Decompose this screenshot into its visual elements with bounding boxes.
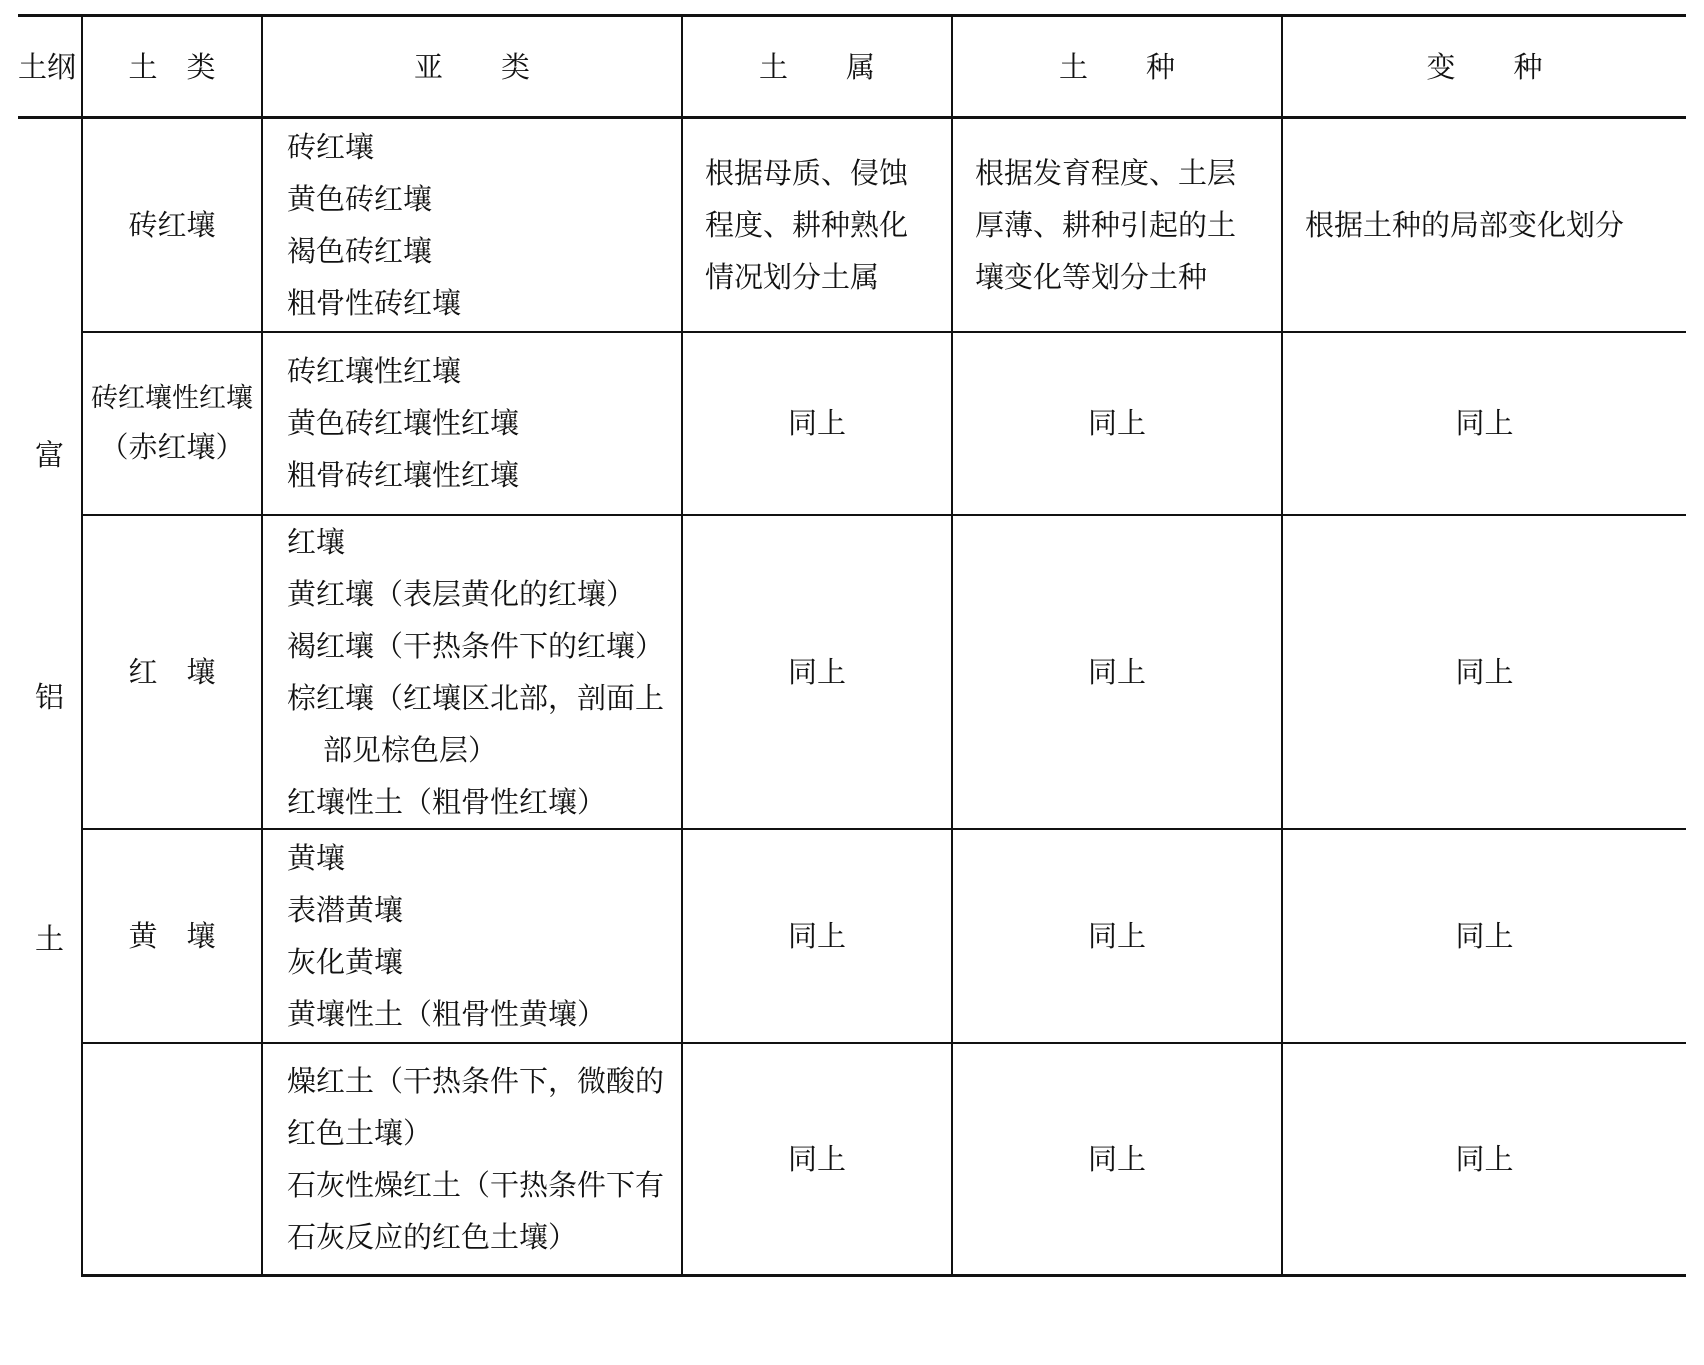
table-row <box>18 118 1686 332</box>
genus-cell: 根据母质、侵蚀程度、耕种熟化情况划分土属 <box>682 118 952 332</box>
species-cell: 同上 <box>952 515 1282 829</box>
soil-order-char: 铝 <box>34 680 64 715</box>
subclass-item: 黄壤 <box>287 840 346 875</box>
soil-class-name: 黄 壤 <box>128 918 216 953</box>
subclass-cell <box>262 1043 682 1276</box>
subclass-item: 黄壤性土（粗骨性黄壤） <box>287 996 607 1031</box>
variety-cell: 同上 <box>1282 1043 1686 1276</box>
genus-cell: 同上 <box>682 829 952 1043</box>
subclass-item: 红壤 <box>287 524 346 559</box>
soil-class-cell <box>82 118 262 332</box>
soil-class-cell <box>82 515 262 829</box>
subclass-cell <box>262 829 682 1043</box>
subclass-item: 砖红壤性红壤 <box>287 354 462 388</box>
header-soil-class: 土 类 <box>82 16 262 118</box>
subclass-item: 石灰性燥红土（干热条件下有 <box>287 1167 665 1202</box>
soil-order-char: 土 <box>34 922 64 957</box>
header-subclass: 亚 类 <box>262 16 682 118</box>
soil-class-cell <box>82 1043 262 1276</box>
soil-order-char: 富 <box>34 438 64 473</box>
subclass-item: 褐红壤（干热条件下的红壤） <box>287 628 665 663</box>
variety-cell: 同上 <box>1282 332 1686 515</box>
variety-cell: 根据土种的局部变化划分 <box>1282 118 1686 332</box>
subclass-cell <box>262 118 682 332</box>
variety-cell: 同上 <box>1282 829 1686 1043</box>
header-genus: 土 属 <box>682 16 952 118</box>
genus-cell: 同上 <box>682 515 952 829</box>
header-soil-order: 土纲 <box>18 16 82 118</box>
species-cell: 同上 <box>952 332 1282 515</box>
subclass-item-continuation: 石灰反应的红色土壤） <box>287 1219 578 1254</box>
subclass-item: 黄色砖红壤性红壤 <box>287 406 520 440</box>
subclass-item: 棕红壤（红壤区北部，剖面上 <box>287 680 665 715</box>
header-row <box>18 16 1686 118</box>
subclass-cell <box>262 515 682 829</box>
subclass-item: 灰化黄壤 <box>287 944 404 979</box>
table-row <box>18 515 1686 829</box>
soil-class-cell <box>82 332 262 515</box>
table-row <box>18 829 1686 1043</box>
subclass-item: 红壤性土（粗骨性红壤） <box>287 784 607 819</box>
subclass-item: 黄红壤（表层黄化的红壤） <box>287 576 636 611</box>
genus-cell: 同上 <box>682 332 952 515</box>
subclass-item: 燥红土（干热条件下，微酸的 <box>287 1063 665 1098</box>
genus-cell: 同上 <box>682 1043 952 1276</box>
soil-order-cell <box>18 118 82 1276</box>
subclass-cell <box>262 332 682 515</box>
header-variety: 变 种 <box>1282 16 1686 118</box>
soil-class-name: 红 壤 <box>128 654 216 689</box>
subclass-item: 表潜黄壤 <box>287 892 404 927</box>
species-cell: 同上 <box>952 1043 1282 1276</box>
subclass-item: 粗骨性砖红壤 <box>287 285 462 320</box>
subclass-item-continuation: 部见棕色层） <box>323 732 498 767</box>
soil-class-alias: （赤红壤） <box>99 430 245 464</box>
subclass-item: 黄色砖红壤 <box>287 181 433 216</box>
species-cell: 根据发育程度、土层厚薄、耕种引起的土壤变化等划分土种 <box>952 118 1282 332</box>
soil-classification-table <box>18 14 1686 1277</box>
soil-class-cell <box>82 829 262 1043</box>
species-cell: 同上 <box>952 829 1282 1043</box>
soil-class-name: 砖红壤 <box>128 207 216 242</box>
subclass-item: 粗骨砖红壤性红壤 <box>287 458 520 492</box>
table-row <box>18 1043 1686 1276</box>
subclass-item-continuation: 红色土壤） <box>287 1115 433 1150</box>
header-species: 土 种 <box>952 16 1282 118</box>
subclass-item: 砖红壤 <box>287 129 375 164</box>
variety-cell: 同上 <box>1282 515 1686 829</box>
soil-class-name: 砖红壤性红壤 <box>91 383 253 414</box>
table-row <box>18 332 1686 515</box>
subclass-item: 褐色砖红壤 <box>287 233 433 268</box>
